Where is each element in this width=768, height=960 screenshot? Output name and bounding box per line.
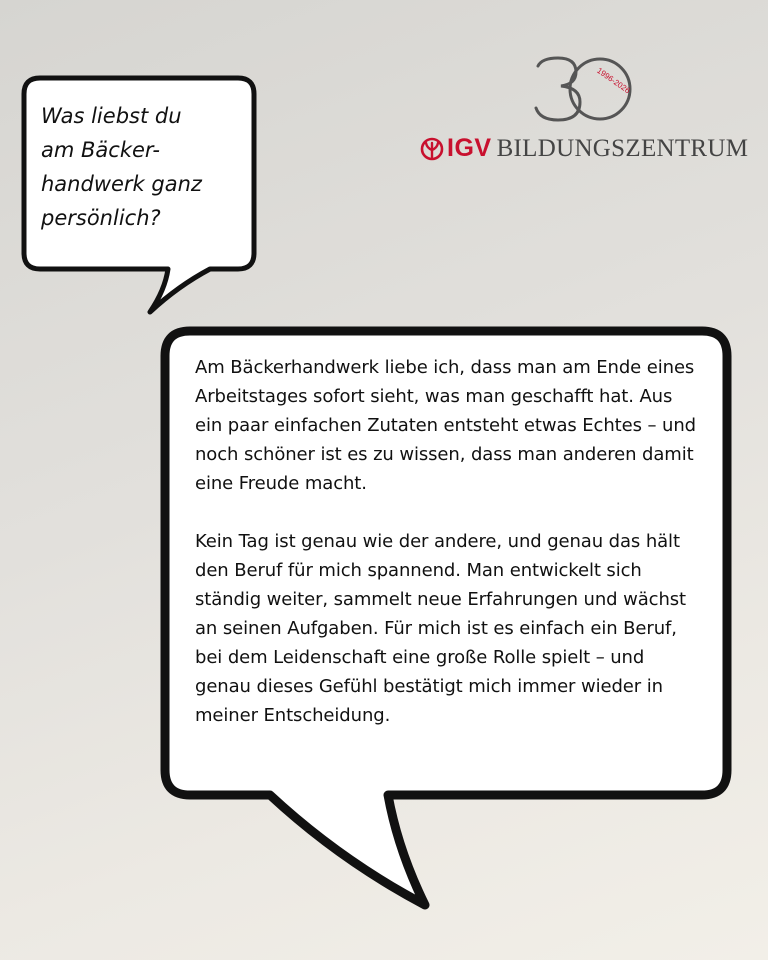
answer-paragraph: Kein Tag ist genau wie der andere, und genau das hält den Beruf für mich spannend. Man entwickelt sich ständig weiter, sammelt neue Erfahrungen und wächst an seinen Aufgaben. Für mich ist es einfach ein Beruf, bei dem Leidenschaft eine große Rolle spielt – und genau dieses Gefühl bestätigt mich immer wieder in meiner Entscheidung. [195,531,686,726]
anniversary-years: 1996-2026 [595,65,632,96]
logo-wordmark [420,134,748,163]
question-text: Was liebst du am Bäcker- handwerk ganz persönlich? [41,104,202,230]
anniversary-30-icon [528,54,638,126]
logo-brand: IGV [447,134,492,162]
answer-text [195,353,705,730]
logo-name: BILDUNGSZENTRUM [496,134,749,162]
igv-leaf-icon [420,137,444,161]
answer-paragraph: Am Bäckerhandwerk liebe ich, dass man am Ende eines Arbeitstages sofort sieht, was man geschafft hat. Aus ein paar einfachen Zutaten entsteht etwas Echtes – und noch schöner ist es zu wissen, dass man anderen damit eine Freude macht. [195,357,696,494]
igv-logo [420,54,749,164]
